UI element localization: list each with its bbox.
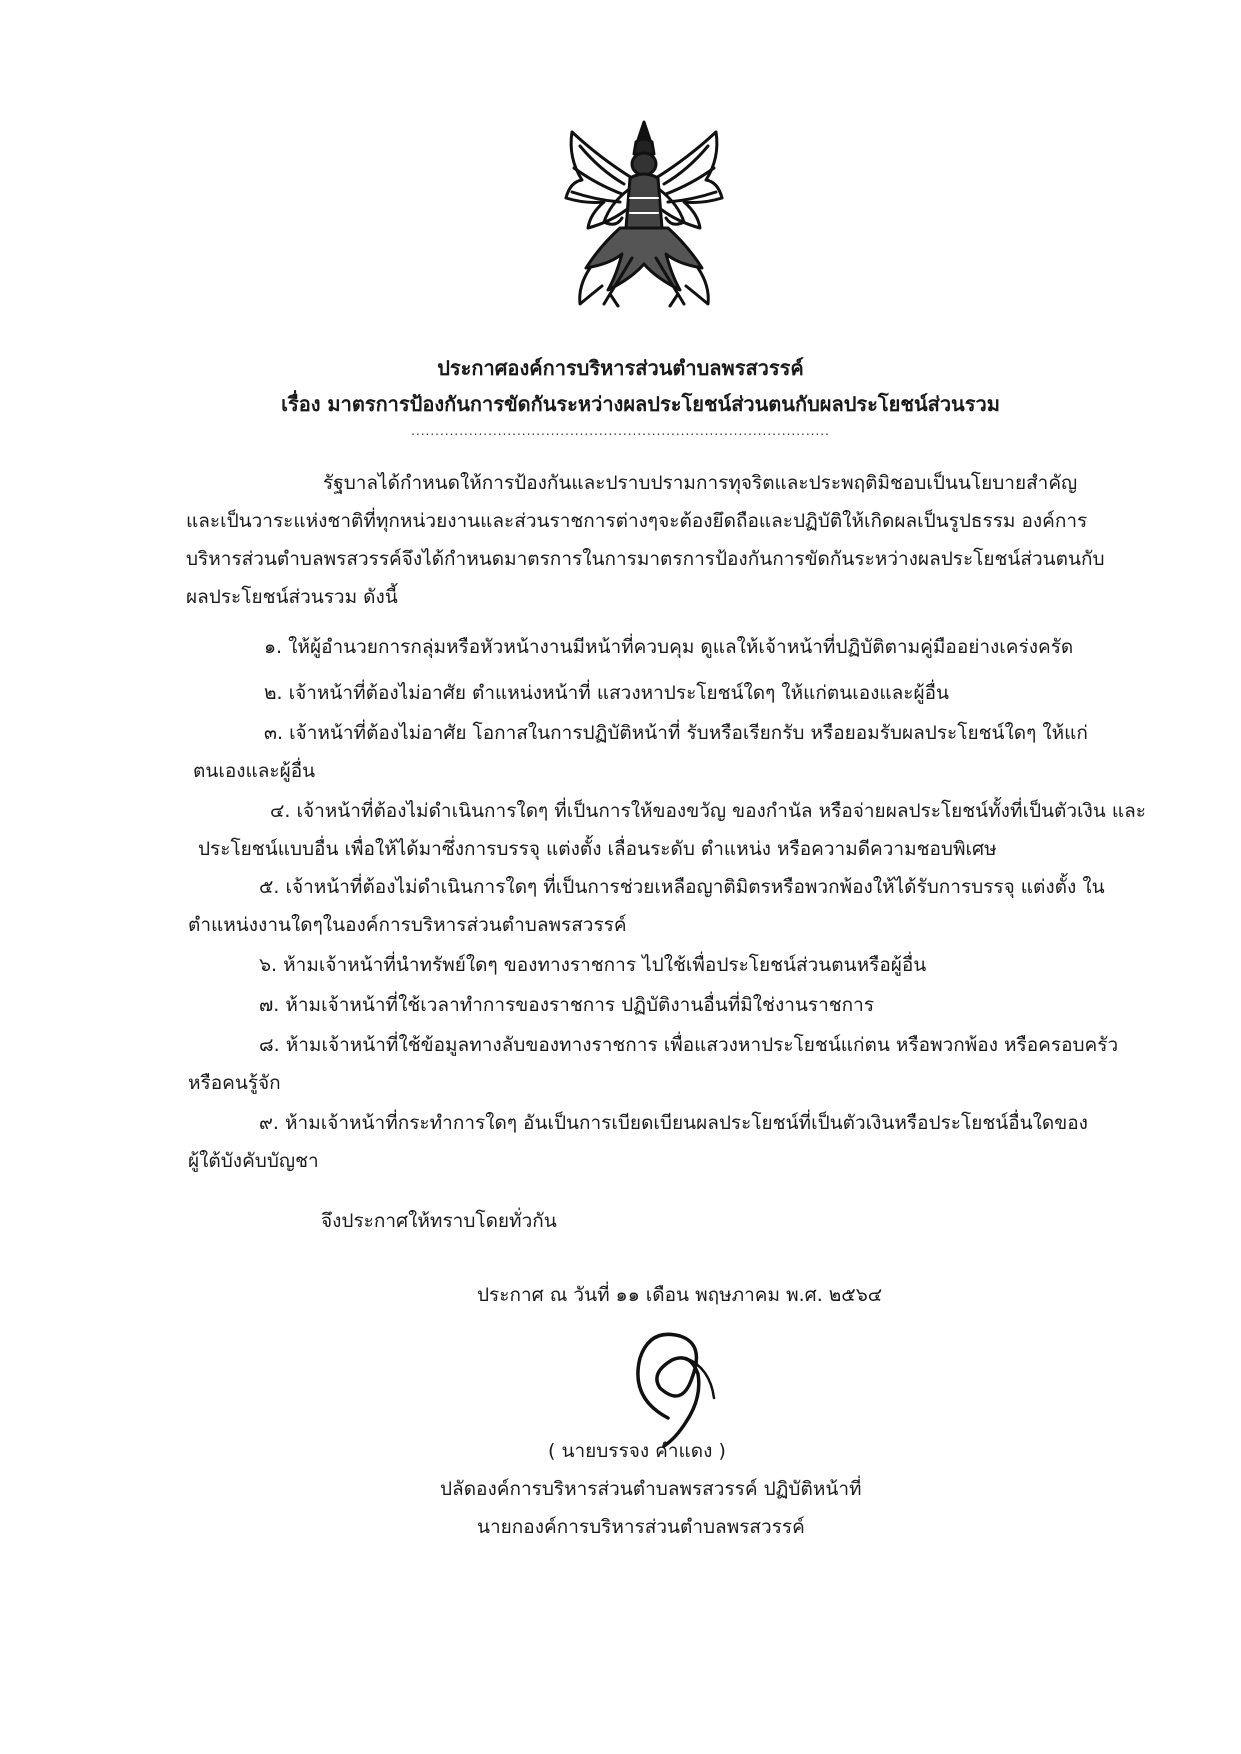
- announcement-subject: เรื่อง มาตรการป้องกันการขัดกันระหว่างผลประโยชน์ส่วนตนกับผลประโยชน์ส่วนรวม: [281, 392, 1000, 416]
- title-separator: .......................................................................................: [411, 424, 830, 438]
- signatory-name: ( นายบรรจง คำแดง ): [548, 1440, 726, 1462]
- intro-line-1: รัฐบาลได้กำหนดให้การป้องกันและปราบปรามการทุจริตและประพฤติมิชอบเป็นนโยบายสำคัญ: [323, 472, 1078, 494]
- item-8: ๘. ห้ามเจ้าหน้าที่ใช้ข้อมูลทางลับของทางราชการ เพื่อแสวงหาประโยชน์แก่ตน หรือพวกพ้อง หรือครอบครัว: [259, 1034, 1119, 1056]
- item-4: ๔. เจ้าหน้าที่ต้องไม่ดำเนินการใดๆ ที่เป็นการให้ของขวัญ ของกำนัล หรือจ่ายผลประโยชน์ทั้งที่เป็นตัวเงิน และ: [270, 800, 1146, 822]
- item-6: ๖. ห้ามเจ้าหน้าที่นำทรัพย์ใดๆ ของทางราชการ ไปใช้เพื่อประโยชน์ส่วนตนหรือผู้อื่น: [259, 954, 927, 976]
- intro-line-4: ผลประโยชน์ส่วนรวม ดังนี้: [186, 586, 398, 608]
- signature-mark: [610, 1318, 730, 1448]
- item-2: ๒. เจ้าหน้าที่ต้องไม่อาศัย ตำแหน่งหน้าที่ แสวงหาประโยชน์ใดๆ ให้แก่ตนเองและผู้อื่น: [264, 682, 950, 704]
- item-3-cont: ตนเองและผู้อื่น: [193, 760, 316, 782]
- intro-line-2: และเป็นวาระแห่งชาติที่ทุกหน่วยงานและส่วนราชการต่างๆจะต้องยึดถือและปฏิบัติให้เกิดผลเป็นรูปธรรม องค์การ: [186, 510, 1088, 532]
- signatory-position-1: ปลัดองค์การบริหารส่วนตำบลพรสวรรค์ ปฏิบัติหน้าที่: [440, 1478, 862, 1500]
- announcement-date: ประกาศ ณ วันที่ ๑๑ เดือน พฤษภาคม พ.ศ. ๒๕๖๔: [477, 1284, 883, 1306]
- garuda-emblem-icon: [560, 118, 728, 310]
- closing-announce: จึงประกาศให้ทราบโดยทั่วกัน: [321, 1210, 557, 1232]
- intro-line-3: บริหารส่วนตำบลพรสวรรค์จึงได้กำหนดมาตรการในการมาตรการป้องกันการขัดกันระหว่างผลประโยชน์ส่วนตนกับ: [186, 548, 1105, 570]
- item-9-cont: ผู้ใต้บังคับบัญชา: [188, 1150, 319, 1172]
- item-7: ๗. ห้ามเจ้าหน้าที่ใช้เวลาทำการของราชการ ปฏิบัติงานอื่นที่มิใช่งานราชการ: [259, 994, 875, 1016]
- item-8-cont: หรือคนรู้จัก: [188, 1072, 281, 1094]
- item-9: ๙. ห้ามเจ้าหน้าที่กระทำการใดๆ อันเป็นการเบียดเบียนผลประโยชน์ที่เป็นตัวเงินหรือประโยชน์อื่นใดของ: [259, 1112, 1088, 1134]
- item-5-cont: ตำแหน่งงานใดๆในองค์การบริหารส่วนตำบลพรสวรรค์: [188, 914, 627, 936]
- item-1: ๑. ให้ผู้อำนวยการกลุ่มหรือหัวหน้างานมีหน้าที่ควบคุม ดูแลให้เจ้าหน้าที่ปฏิบัติตามคู่มืออย่างเคร่งครัด: [264, 636, 1074, 658]
- signatory-position-2: นายกองค์การบริหารส่วนตำบลพรสวรรค์: [477, 1516, 805, 1538]
- item-5: ๕. เจ้าหน้าที่ต้องไม่ดำเนินการใดๆ ที่เป็นการช่วยเหลือญาติมิตรหรือพวกพ้องให้ได้รับการบรรจุ แต่งตั้ง ใน: [259, 876, 1105, 898]
- announcement-title: ประกาศองค์การบริหารส่วนตำบลพรสวรรค์: [437, 356, 804, 380]
- item-3: ๓. เจ้าหน้าที่ต้องไม่อาศัย โอกาสในการปฏิบัติหน้าที่ รับหรือเรียกรับ หรือยอมรับผลประโยชน์ใดๆ ให้แก่: [264, 722, 1088, 744]
- item-4-cont: ประโยชน์แบบอื่น เพื่อให้ได้มาซึ่งการบรรจุ แต่งตั้ง เลื่อนระดับ ตำแหน่ง หรือความดีความชอบพิเศษ: [198, 838, 997, 860]
